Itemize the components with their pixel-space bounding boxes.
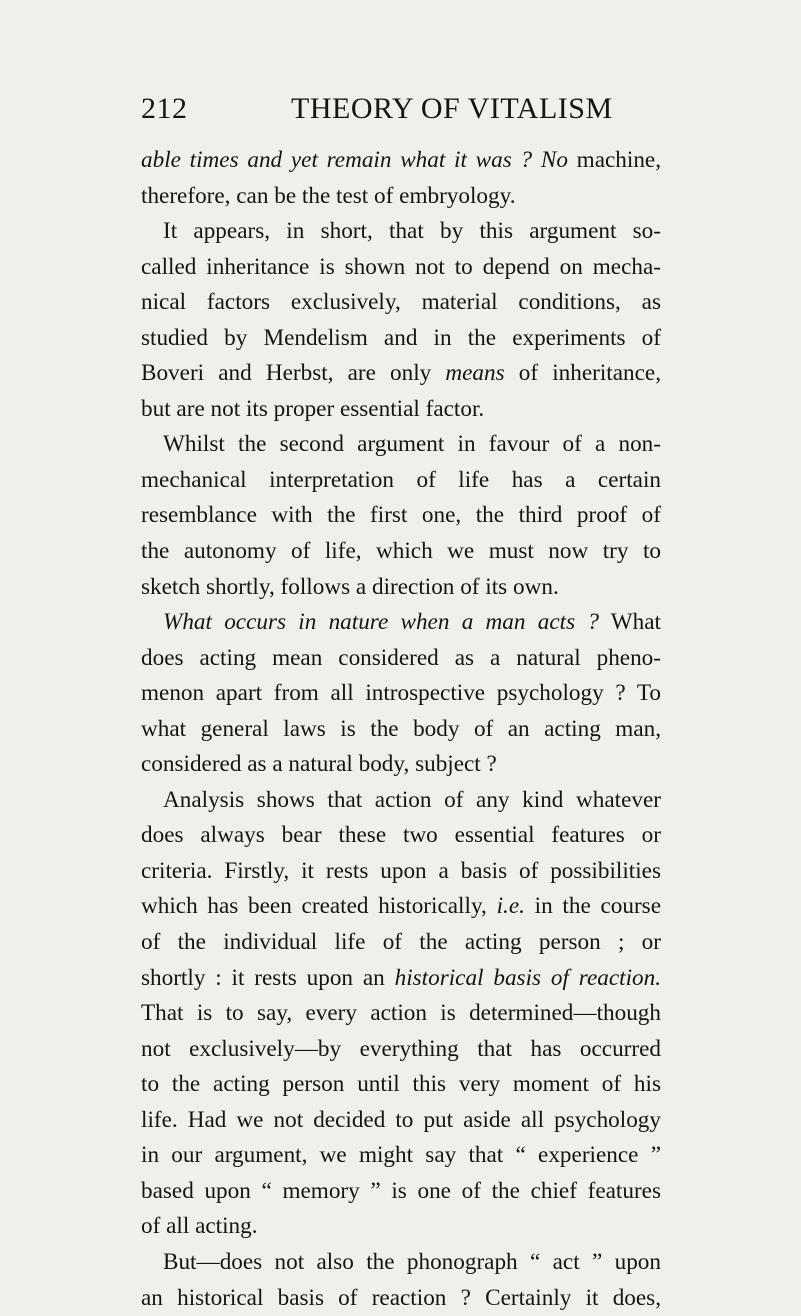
text-line bbox=[141, 1281, 661, 1316]
text-run: mechanical interpretation of life has a certain bbox=[141, 467, 661, 493]
italic-text: means bbox=[445, 360, 504, 386]
text-line bbox=[141, 498, 661, 534]
text-run: called inheritance is shown not to depend on mecha- bbox=[141, 254, 661, 280]
text-line bbox=[141, 214, 661, 250]
italic-text: able times and yet remain what it was ? bbox=[141, 147, 532, 173]
text-run: of the individual life of the acting person ; or bbox=[141, 929, 661, 955]
text-line bbox=[141, 1138, 661, 1174]
text-run bbox=[532, 147, 541, 173]
text-line bbox=[141, 747, 661, 783]
text-line bbox=[141, 854, 661, 890]
page-header bbox=[141, 92, 661, 132]
text-line bbox=[141, 605, 661, 641]
text-line bbox=[141, 534, 661, 570]
text-run: menon apart from all introspective psychology ? To bbox=[141, 680, 661, 706]
text-run: but are not its proper essential factor. bbox=[141, 396, 484, 422]
text-run: It appears, in short, that by this argument so- bbox=[163, 218, 661, 244]
text-line bbox=[141, 1067, 661, 1103]
text-line bbox=[141, 392, 661, 428]
text-run: the autonomy of life, which we must now try to bbox=[141, 538, 661, 564]
body-text bbox=[141, 143, 661, 1316]
italic-text: i.e. bbox=[497, 893, 525, 919]
text-run: to the acting person until this very moment of his bbox=[141, 1071, 661, 1097]
text-line bbox=[141, 143, 661, 179]
text-run: based upon “ memory ” is one of the chief features bbox=[141, 1178, 661, 1204]
text-run: in our argument, we might say that “ experience ” bbox=[141, 1142, 661, 1168]
text-line bbox=[141, 712, 661, 748]
text-run: life. Had we not decided to put aside all psychology bbox=[141, 1107, 661, 1133]
text-run: resemblance with the first one, the third proof of bbox=[141, 502, 661, 528]
running-title: THEORY OF VITALISM bbox=[291, 92, 613, 126]
text-run: criteria. Firstly, it rests upon a basis of possibilities bbox=[141, 858, 661, 884]
text-run: What bbox=[599, 609, 661, 635]
text-run: shortly : it rests upon an bbox=[141, 965, 395, 991]
text-run: But—does not also the phonograph “ act ” upon bbox=[163, 1249, 661, 1275]
text-run: of all acting. bbox=[141, 1213, 258, 1239]
text-line bbox=[141, 1245, 661, 1281]
text-run: does acting mean considered as a natural pheno- bbox=[141, 645, 661, 671]
text-run: That is to say, every action is determined—though bbox=[141, 1000, 661, 1026]
text-line bbox=[141, 996, 661, 1032]
text-run: sketch shortly, follows a direction of its own. bbox=[141, 574, 559, 600]
text-run: does always bear these two essential features or bbox=[141, 822, 661, 848]
text-run: studied by Mendelism and in the experiments of bbox=[141, 325, 661, 351]
text-run: what general laws is the body of an acting man, bbox=[141, 716, 661, 742]
text-run: nical factors exclusively, material conditions, as bbox=[141, 289, 661, 315]
italic-text: What occurs in nature when a man acts ? bbox=[163, 609, 599, 635]
text-line bbox=[141, 961, 661, 997]
italic-text: historical basis of reaction. bbox=[395, 965, 661, 991]
text-line bbox=[141, 570, 661, 606]
text-run: machine, bbox=[568, 147, 661, 173]
text-line bbox=[141, 1174, 661, 1210]
text-run: Boveri and Herbst, are only bbox=[141, 360, 445, 386]
text-line bbox=[141, 1103, 661, 1139]
text-line bbox=[141, 818, 661, 854]
text-line bbox=[141, 356, 661, 392]
text-run: Whilst the second argument in favour of a non- bbox=[163, 431, 661, 457]
text-line bbox=[141, 925, 661, 961]
text-line bbox=[141, 1209, 661, 1245]
text-run: in the course bbox=[525, 893, 661, 919]
text-line bbox=[141, 889, 661, 925]
text-run: therefore, can be the test of embryology. bbox=[141, 183, 516, 209]
text-line bbox=[141, 321, 661, 357]
text-line bbox=[141, 285, 661, 321]
text-run: considered as a natural body, subject ? bbox=[141, 751, 497, 777]
text-run: of inheritance, bbox=[505, 360, 661, 386]
text-line bbox=[141, 783, 661, 819]
text-line bbox=[141, 427, 661, 463]
text-line bbox=[141, 179, 661, 215]
italic-text: No bbox=[541, 147, 568, 173]
text-run: not exclusively—by everything that has occurred bbox=[141, 1036, 661, 1062]
text-line bbox=[141, 1032, 661, 1068]
text-line bbox=[141, 641, 661, 677]
text-line bbox=[141, 676, 661, 712]
text-run: which has been created historically, bbox=[141, 893, 497, 919]
page-number: 212 bbox=[141, 92, 188, 126]
text-line bbox=[141, 250, 661, 286]
text-run: an historical basis of reaction ? Certainly it does, bbox=[141, 1285, 661, 1311]
text-line bbox=[141, 463, 661, 499]
text-run: Analysis shows that action of any kind whatever bbox=[163, 787, 661, 813]
